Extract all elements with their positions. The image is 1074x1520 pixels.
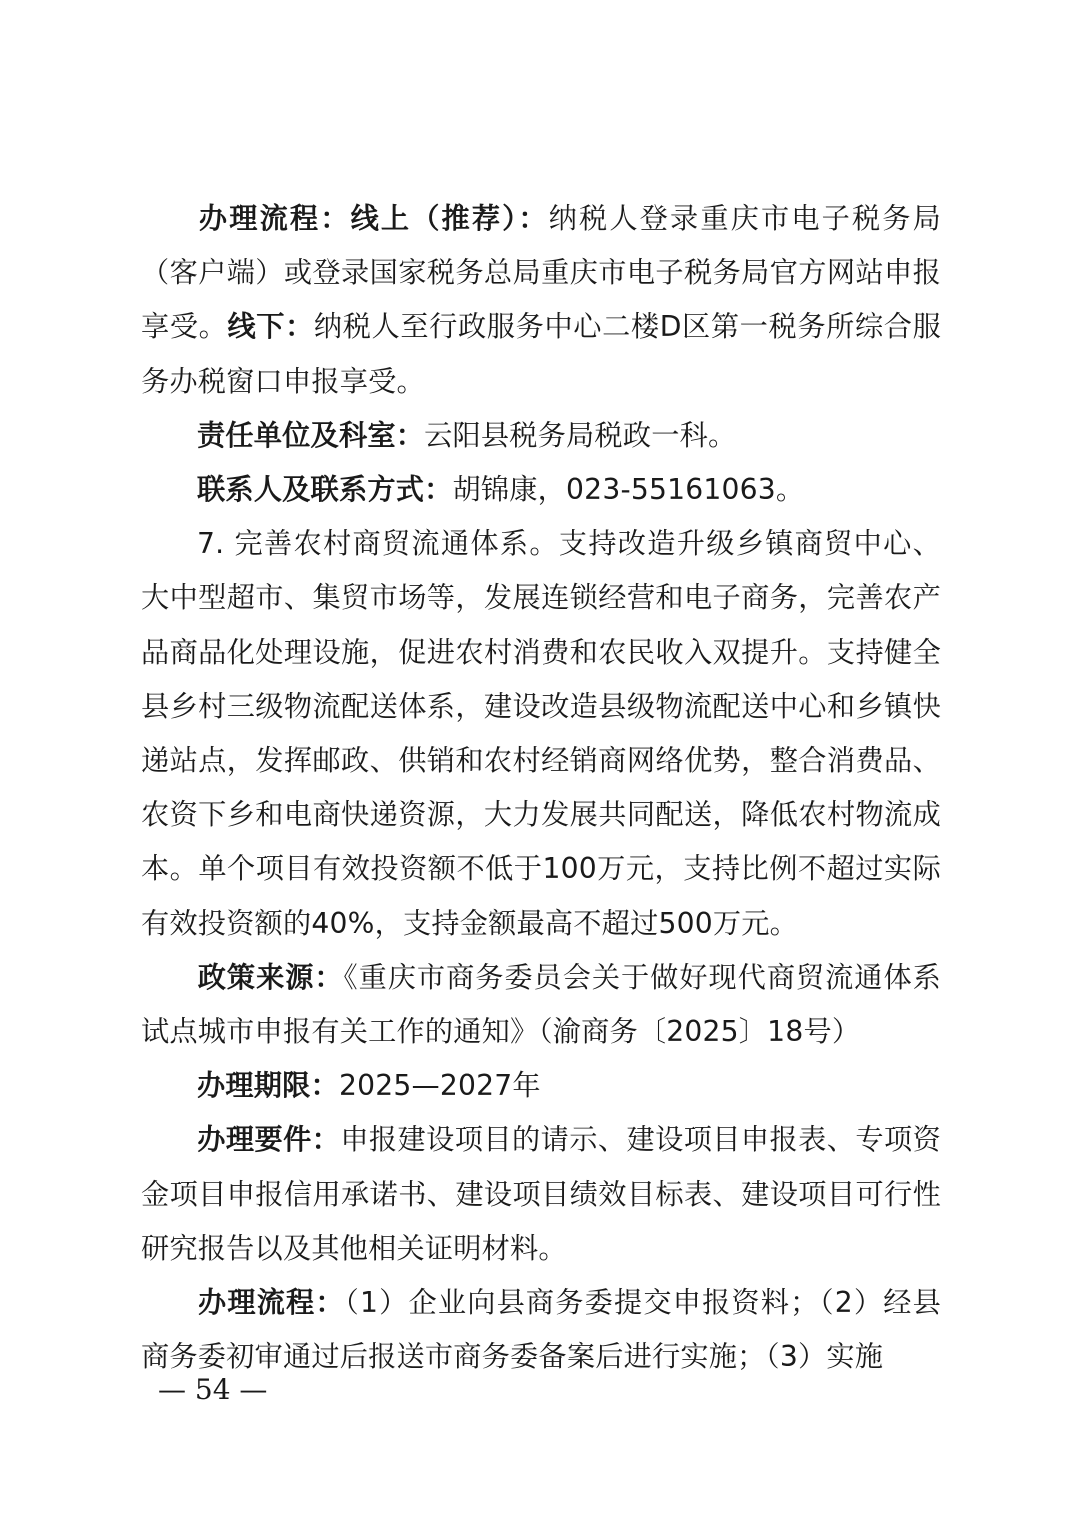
paragraph-text: 7. 完善农村商贸流通体系。支持改造升级乡镇商贸中心、大中型超市、集贸市场等，发展连锁经营和电子商务，完善农产品商品化处理设施，促进农村消费和农民收入双提升。支持健全县乡村三级物流配送体系，建设改造县级物流配送中心和乡镇快递站点，发挥邮政、供销和农村经销商网络优势，整合消费品、农资下乡和电商快递资源，大力发展共同配送，降低农村物流成本。单个项目有效投资额不低于100万元，支持比例不超过实际有效投资额的40%，支持金额最高不超过500万元。 <box>141 527 941 940</box>
paragraph-label: 责任单位及科室： <box>197 418 425 452</box>
paragraph-label: 联系人及联系方式： <box>197 473 453 507</box>
paragraph <box>141 517 941 951</box>
paragraph-label: 办理期限： <box>197 1069 339 1103</box>
paragraph-label: 政策来源： <box>197 960 344 994</box>
paragraph <box>141 1276 941 1384</box>
page-number: — 54 — <box>158 1373 268 1406</box>
paragraph <box>141 192 941 409</box>
paragraph-text: 纳税人登录重庆市电子税务局（客户端）或登录国家税务总局重庆市电子税务局官方网站申报享受。 <box>141 202 941 344</box>
paragraph <box>141 1059 941 1113</box>
paragraph-bold-text: 线上（推荐）： <box>350 202 549 235</box>
paragraph-text: 纳税人至行政服务中心二楼D区第一税务所综合服务办税窗口申报享受。 <box>141 310 941 398</box>
paragraph <box>141 463 941 517</box>
paragraph-text: 云阳县税务局税政一科。 <box>424 418 737 452</box>
paragraph <box>141 409 941 463</box>
paragraph-text: （1）企业向县商务委提交申报资料；（2）经县商务委初审通过后报送市商务委备案后进行实施；（3）实施 <box>141 1286 941 1374</box>
paragraph-bold-text: 线下： <box>227 310 314 344</box>
paragraph-text: 申报建设项目的请示、建设项目申报表、专项资金项目申报信用承诺书、建设项目绩效目标表、建设项目可行性研究报告以及其他相关证明材料。 <box>141 1123 941 1265</box>
document-body <box>141 192 941 1384</box>
paragraph-text: 《重庆市商务委员会关于做好现代商贸流通体系试点城市申报有关工作的通知》（渝商务〔2025〕18号） <box>141 960 941 1049</box>
paragraph <box>141 1113 941 1276</box>
paragraph-label: 办理要件： <box>197 1123 341 1157</box>
paragraph-text: 胡锦康，023-55161063。 <box>452 473 805 507</box>
paragraph <box>141 951 941 1059</box>
paragraph-label: 办理流程： <box>197 1286 345 1320</box>
paragraph-text: 2025—2027年 <box>338 1069 541 1103</box>
paragraph-label: 办理流程： <box>197 202 351 235</box>
